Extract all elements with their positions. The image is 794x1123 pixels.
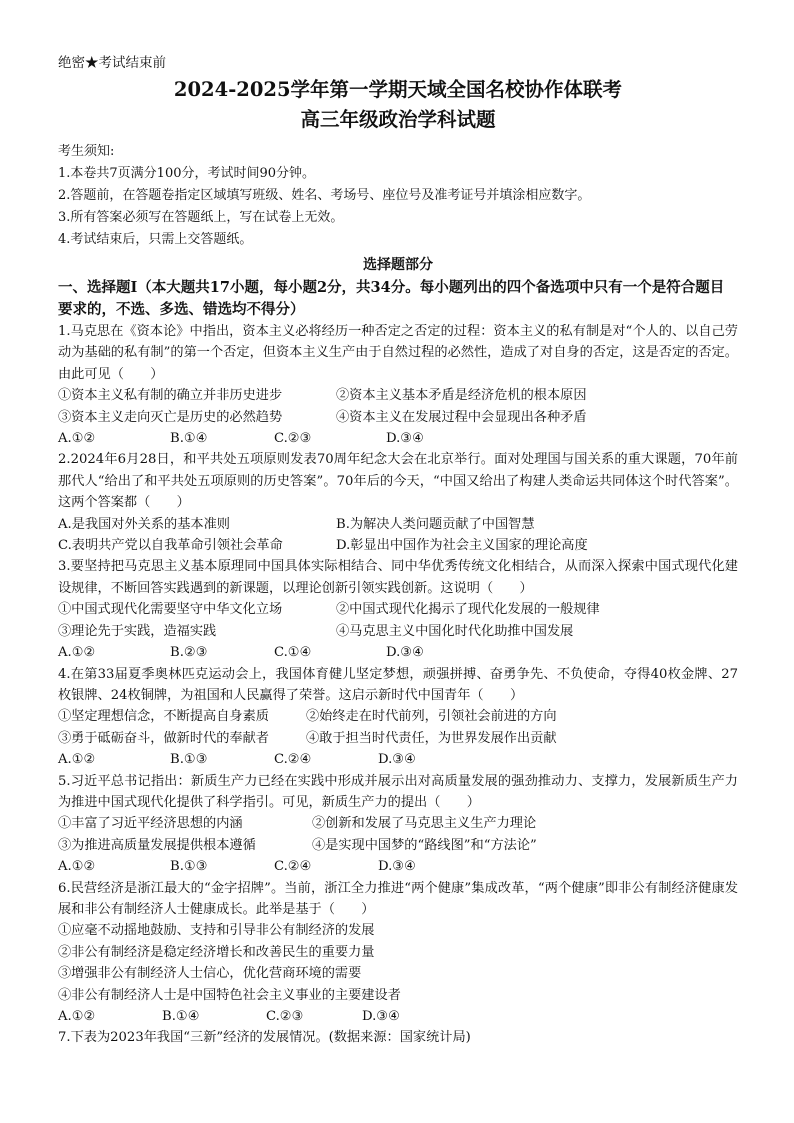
question-3-stem: 3.要坚持把马克思主义基本原理同中国具体实际相结合、同中华优秀传统文化相结合，从而深入探索中国式现代化建设规律，不断回答实践遇到的新课题，以理论创新引领实践创新。这说明（ ） (58, 559, 738, 596)
option-c: C.表明共产党以自我革命引领社会革命 (58, 538, 283, 554)
note-item: 3.所有答案必须写在答题纸上，写在试卷上无效。 (58, 210, 344, 225)
question-4-stem: 4.在第33届夏季奥林匹克运动会上，我国体育健儿坚定梦想，顽强拼搏、奋勇争先、不负使命，夺得40枚金牌、27枚银牌、24枚铜牌，为祖国和人民赢得了荣誉。这启示新时代中国青年（ ） (58, 666, 738, 703)
option-b: B.①④ (170, 431, 208, 447)
option-c: C.①④ (274, 645, 312, 661)
option-d: D.③④ (378, 752, 416, 768)
question-2-options (58, 514, 738, 535)
statement-1: ①丰富了习近平经济思想的内涵 (58, 816, 243, 832)
statement-3: ③资本主义走向灭亡是历史的必然趋势 (58, 409, 283, 425)
option-a: A.是我国对外关系的基本准则 (58, 516, 230, 532)
statement-1: ①中国式现代化需要坚守中华文化立场 (58, 602, 283, 618)
question-5-stem: 5.习近平总书记指出：新质生产力已经在实践中形成并展示出对高质量发展的强劲推动力、支撑力，发展新质生产力为推进中国式现代化提供了科学指引。可见，新质生产力的提出（ ） (58, 773, 738, 810)
option-d: D.③④ (378, 859, 416, 875)
question-6-stem: 6.民营经济是浙江最大的“金字招牌”。当前，浙江全力推进“两个健康”集成改革，“两个健康”即非公有制经济健康发展和非公有制经济人士健康成长。此举是基于（ ） (58, 880, 738, 917)
question-1-statements (58, 385, 738, 406)
statement-4: ④是实现中国梦的“路线图”和“方法论” (312, 837, 537, 853)
question-1-stem: 1.马克思在《资本论》中指出，资本主义必将经历一种否定之否定的过程：资本主义的私有制是对“个人的、以自己劳动为基础的私有制”的第一个否定，但资本主义生产由于自然过程的必然性，造成了对自身的否定，这是否定的否定。由此可见（ ） (58, 324, 738, 382)
statement-4: ④敢于担当时代责任，为世界发展作出贡献 (306, 730, 557, 746)
question-4-statements (58, 706, 738, 727)
question-1-statements (58, 407, 738, 428)
option-d: D.③④ (386, 431, 424, 447)
statement-3: ③勇于砥砺奋斗，做新时代的奉献者 (58, 730, 269, 746)
option-c: C.②③ (274, 431, 312, 447)
question-4-statements (58, 728, 738, 749)
option-b: B.①③ (170, 752, 208, 768)
question-3-statements (58, 621, 738, 642)
confidential-label: 绝密★考试结束前 (58, 55, 166, 71)
notes-heading: 考生须知: (58, 144, 115, 159)
question-2-stem: 2.2024年6月28日，和平共处五项原则发表70周年纪念大会在北京举行。面对处理国与国关系的重大课题，70年前那代人“给出了和平共处五项原则的历史答案”。70年后的今天，“中国又给出了构建人类命运共同体这个时代答案”。这两个答案都（ ） (58, 452, 738, 511)
statement-2: ②中国式现代化揭示了现代化发展的一般规律 (336, 602, 600, 618)
option-b: B.为解决人类问题贡献了中国智慧 (336, 516, 535, 532)
option-a: A.①② (58, 859, 96, 875)
option-a: A.①② (58, 431, 96, 447)
statement-4: ④非公有制经济人士是中国特色社会主义事业的主要建设者 (58, 987, 401, 1003)
question-5-statements (58, 813, 738, 834)
question-6-options (58, 1006, 738, 1027)
question-3-options (58, 642, 738, 663)
option-b: B.①③ (170, 859, 208, 875)
option-c: C.②③ (266, 1009, 304, 1024)
option-a: A.①② (58, 1009, 96, 1024)
option-c: C.②④ (274, 859, 312, 875)
option-c: C.②④ (274, 752, 312, 768)
statement-4: ④资本主义在发展过程中会显现出各种矛盾 (336, 409, 587, 425)
question-7-stem: 7.下表为2023年我国“三新”经济的发展情况。(数据来源：国家统计局) (58, 1030, 471, 1046)
statement-2: ②非公有制经济是稳定经济增长和改善民生的重要力量 (58, 944, 375, 960)
exam-title: 2024-2025学年第一学期天域全国名校协作体联考 (173, 78, 623, 101)
statement-3: ③理论先于实践，造福实践 (58, 623, 217, 639)
statement-2: ②始终走在时代前列，引领社会前进的方向 (306, 709, 557, 725)
statement-2: ②创新和发展了马克思主义生产力理论 (312, 816, 537, 832)
exam-page (58, 54, 738, 1049)
option-b: B.②③ (170, 645, 208, 661)
question-5-statements (58, 835, 738, 856)
note-item: 1.本卷共7页满分100分，考试时间90分钟。 (58, 166, 316, 181)
note-item: 4.考试结束后，只需上交答题纸。 (58, 232, 253, 247)
statement-4: ④马克思主义中国化时代化助推中国发展 (336, 623, 574, 639)
part-instructions: 一、选择题Ⅰ（本大题共17小题，每小题2分，共34分。每小题列出的四个备选项中只有一个是符合题目要求的，不选、多选、错选均不得分） (58, 279, 725, 318)
option-a: A.①② (58, 752, 96, 768)
question-2-options (58, 535, 738, 556)
section-title: 选择题部分 (363, 257, 433, 273)
exam-subtitle: 高三年级政治学科试题 (300, 108, 496, 131)
question-5-options (58, 856, 738, 877)
question-4-options (58, 749, 738, 770)
statement-1: ①资本主义私有制的确立并非历史进步 (58, 388, 283, 404)
statement-3: ③增强非公有制经济人士信心，优化营商环境的需要 (58, 966, 362, 982)
note-item: 2.答题前，在答题卷指定区域填写班级、姓名、考场号、座位号及准考证号并填涂相应数字。 (58, 188, 591, 203)
question-1-options (58, 428, 738, 449)
option-a: A.①② (58, 645, 96, 661)
option-d: D.③④ (362, 1009, 400, 1024)
statement-2: ②资本主义基本矛盾是经济危机的根本原因 (336, 388, 587, 404)
option-d: D.彰显出中国作为社会主义国家的理论高度 (336, 538, 588, 554)
option-b: B.①④ (162, 1009, 200, 1024)
question-3-statements (58, 599, 738, 620)
option-d: D.③④ (386, 645, 424, 661)
statement-1: ①坚定理想信念，不断提高自身素质 (58, 709, 269, 725)
statement-1: ①应毫不动摇地鼓励、支持和引导非公有制经济的发展 (58, 923, 375, 939)
statement-3: ③为推进高质量发展提供根本遵循 (58, 837, 256, 853)
